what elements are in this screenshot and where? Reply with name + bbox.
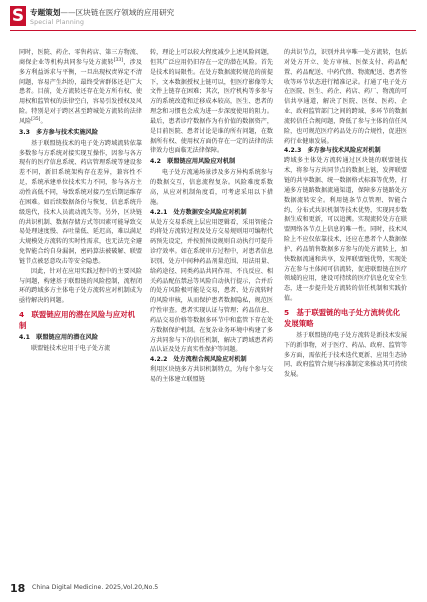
article-title: 区块链在医疗领域的应用研究	[75, 8, 175, 17]
subsubsection-heading: 4.2.1 处方数据安全风险应对机制	[150, 208, 247, 216]
subsection-heading: 3.3 多方参与技术实施风险	[19, 128, 99, 136]
paragraph: 转，理论上可以较大程度减少上述风险问题，但其广泛应用仍旧存在一定的潜在风险。首先是技术的局限性。在处方数据流转规范的前提下，文本数据授权上链可以，但医疗影像等大文件上链存在困难；其次，医疗机构等多参与方的系统改造和迁移成本较高，医生、患者的理念和习惯也会成为进一步深度使用的阻力。最后，患者诊疗数据作为有价值的数据资产，是目前医院、患者讨论是谁的所有问题，在数据所有权、使用权方面仍存在一定的法律的法律效力也面临无法律保障。	[150, 49, 273, 155]
section-name: 专题策划	[30, 8, 61, 17]
section-heading: 5 基于联盟链的电子处方流转优化发展策略	[284, 307, 401, 328]
section-logo: S	[11, 6, 25, 26]
text-run: 。	[40, 117, 47, 125]
paragraph: 从处方交易系统上层应用逻辑看，采用智能合约将处方流转过程及处方交易规则用可编程代码预先设定，并按照预设规则自动执行可提升诊疗效率。如在系统审方过程中，对患者信息识别、处方中间种药品剂量范围、用法用量、给药途径、同类药品共同作用、不良反应、相关药品配伍禁忌等风险自动执行提示，合并后的处方风险极可能是交易，患者、处方流转时的风险审核，从而保护患者数据隐私，规范医疗性审查。患者实现认证与管理；药品信息、药品交易价格等数据多环节中和监管下存在处方数据保护机制。在复杂业务环境中构建了多方共同参与下的信任机制，解决了跨域患者药品认证及处方真实性保护等问题。	[150, 218, 273, 354]
subsubsection-heading: 4.2.3 多方参与技术风险应对机制	[284, 147, 381, 155]
paragraph: 联盟链技术应用于电子处方流	[31, 345, 111, 353]
page-number: 18	[10, 582, 26, 595]
subsection-heading: 4.1 联盟链应用的潜在风险	[19, 334, 99, 342]
header-title	[30, 7, 174, 18]
paragraph: 因此，针对在应用实践过程中的主要风险与问题，构建基于联盟链的风险控制，流程闭环的跨域多方主体电子处方流转应对机制成为亟待解决的问题。	[19, 267, 142, 305]
subsection-heading: 4.2 联盟链应用风险应对机制	[150, 158, 236, 166]
subsubsection-heading: 4.2.2 处方流程合规风险应对机制	[150, 356, 247, 364]
citation: [33]	[113, 57, 124, 63]
paragraph: 基于联盟链技术的电子处方跨域流转依靠多数参与方系统对接实现互操作，因参与各方现有的医疗信息系统、药店管理系统等建设参差不同，新旧系统架构存在差异，兼容性不足，系统承建单位技术实力不同，参与各方主动性高低不同，导致系统对接乃至后期运维存在困难。如后续数据备份与恢复、信息系统升级迭代，技术人员流动流失等。另外，区块链的共识机制、数据存储方式等因素可能导致交易处理速度慢、吞吐量低、延迟高，难以满足大规模处方流转的实时性需求，也无法完全避免智能合约自身漏洞，密码算法被破解、联盟链节点被恶意攻击等安全隐患。	[19, 139, 142, 265]
section-subtitle: Special Planning	[30, 19, 85, 26]
journal-citation: China Digital Medicine. 2025,Vol.20,No.5	[32, 584, 159, 591]
paragraph	[19, 48, 142, 127]
section-heading: 4 联盟链应用的潜在风险与应对机制	[19, 310, 136, 331]
header-separator: ——	[60, 8, 76, 17]
citation: [35]	[31, 116, 41, 122]
page-header	[0, 0, 427, 44]
column-middle	[150, 48, 273, 385]
paragraph: 利用区块链多方共识机制特点，为每个参与交易的主体建立联盟链	[150, 366, 273, 383]
paragraph: 电子处方流通场景涉及多方异构系统参与的数据交互，信息流程复杂。风险难度系数高，从应对机制角度看，可考虑采用以下措施。	[150, 169, 273, 206]
header-divider	[10, 30, 416, 31]
paragraph: 的共识节点，识别并共享唯一处方流转，包括对处方开立、处方审核、医保支付、药品配置、药品配送、中药代煎、物流配送、患者签收等环节状态进行精准记录。打通了电子处方在医院、医生、药企、药店、药厂、物流的可信共享通道，解决了医院、医保、医药、企业、政府监管部门之间的跨域、多环节的数据流转信任合规问题，降低了参与主体的信任风险，也可规范医疗药品处方的合规性，促进医药行业健康发展。	[284, 49, 407, 145]
column-left	[19, 48, 142, 354]
paragraph: 跨域多主体处方流转通过区块链的联盟链技术，将参与方共同节点的数据上链，发挥联盟链的共享数据、统一数据格式标准等优势，打通多方链路数据流通渠道，保障多方链路处方数据流转安全。利用链条节点管理、智能合约、分布式共识机制等技术优势，实现同步数据生成和更新，可以追溯。实现流转处方在联盟网络各节点上信息的唯一性。同时，技术风险上不应仅依靠技术，还应在患者个人数据保护、药品销售数据多方参与的处方流转上，加快数据流通和共享，发挥联盟链优势，实现处方在参与主体间可信流转，促进联盟链在医疗领域的应用，建设可持续的医疗信息化安全生态，进一步提升处方流转的信任机制和实践价值。	[284, 157, 407, 303]
text-run: 同时，医院、药企、零售药店、第三方物流、商保企业等机构共同参与处方流转	[19, 49, 142, 66]
text-run: ，涉及多方利益诉求与平衡，一旦出现权责界定不清问题，容易产生纠纷，最终受害群体还是广大患者。目前，处方流转还存在处方所有权、使用权和监管权的法律空白，容易引发授权及风险。特别是对于跨区甚至跨城处方流转的法律风险	[19, 58, 143, 125]
paragraph: 基于联盟链的电子处方流转是新技术发展下的新事物，对于医疗、药品、政府、监管等多方面，需依托于技术迭代更新、应用生态协同、政府监管合规与标准制定来推动其可持续发展。	[284, 331, 407, 379]
column-right	[284, 48, 407, 380]
